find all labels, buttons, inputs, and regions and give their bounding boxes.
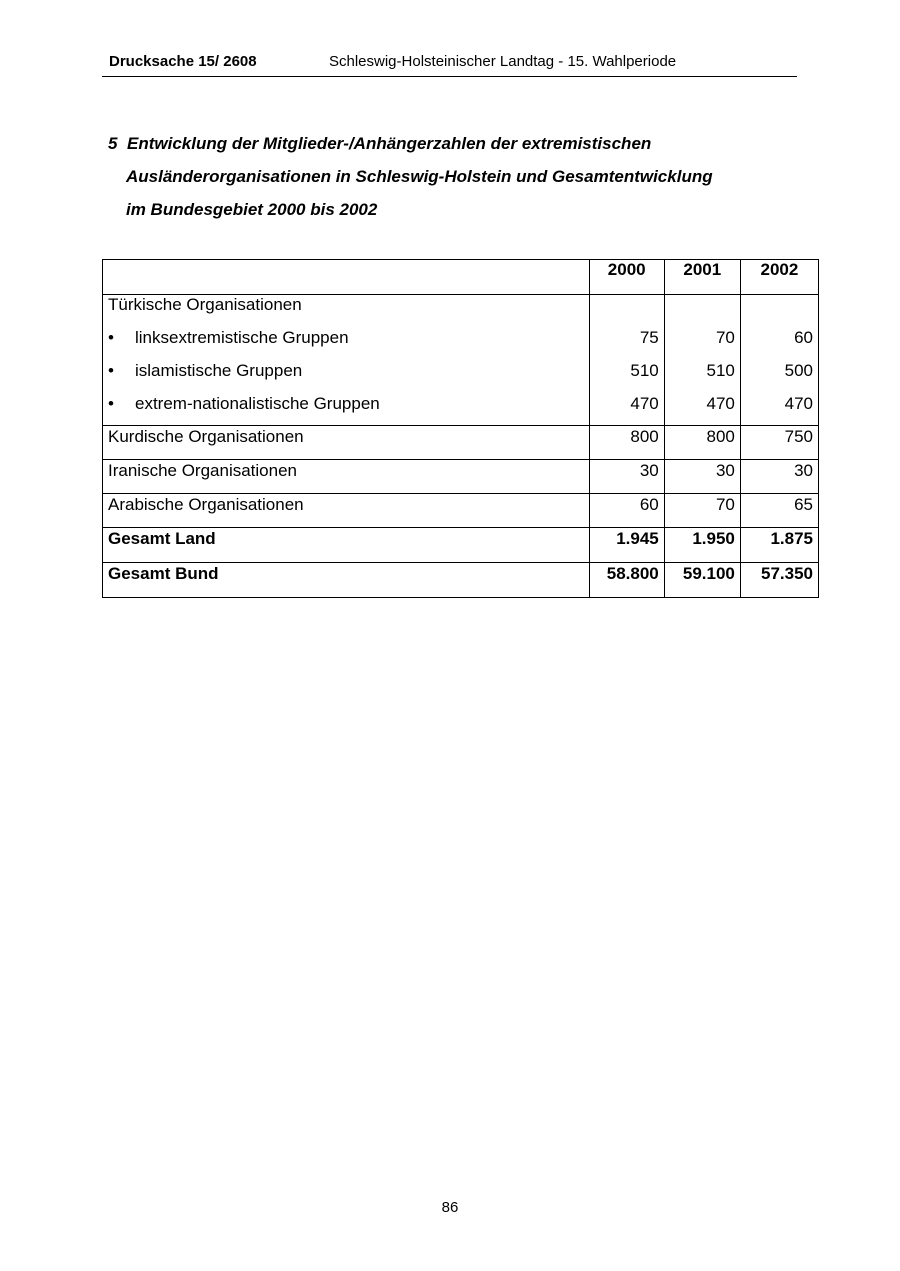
table-row [103,359,819,392]
header-empty-cell [103,260,590,295]
value-cell: 800 [589,426,664,460]
row-label: extrem-nationalistische Gruppen [135,394,380,413]
table-row [103,426,819,460]
value-cell: 500 [740,359,818,392]
value-cell: 70 [664,494,740,528]
title-line-1: Entwicklung der Mitglieder-/Anhängerzahlen der extremistischen [127,134,652,153]
value-cell: 70 [664,326,740,359]
value-cell: 1.950 [664,528,740,563]
value-cell: 510 [664,359,740,392]
value-cell: 470 [664,392,740,426]
value-cell: 75 [589,326,664,359]
bullet: • [108,394,114,413]
table-row [103,295,819,327]
value-cell: 57.350 [740,563,818,598]
row-label: Kurdische Organisationen [103,426,590,460]
page-header [102,52,797,77]
page-number: 86 [441,1199,459,1216]
year-header: 2002 [740,260,818,295]
value-cell: 60 [740,326,818,359]
value-cell: 30 [589,460,664,494]
value-cell: 60 [589,494,664,528]
title-line-3: im Bundesgebiet 2000 bis 2002 [126,200,378,219]
value-cell: 470 [740,392,818,426]
value-cell: 30 [740,460,818,494]
value-cell: 1.875 [740,528,818,563]
row-label: Iranische Organisationen [103,460,590,494]
row-label: Arabische Organisationen [103,494,590,528]
table-row-total-bund [103,563,819,598]
group-label-turkish: Türkische Organisationen [103,295,590,327]
value-cell: 30 [664,460,740,494]
table-row [103,392,819,426]
year-header: 2000 [589,260,664,295]
value-cell: 750 [740,426,818,460]
drucksache-number: Drucksache 15/ 2608 [109,53,257,70]
membership-table [102,259,819,598]
table-row [103,326,819,359]
landtag-name: Schleswig-Holsteinischer Landtag - 15. Wahlperiode [329,53,677,70]
year-header: 2001 [664,260,740,295]
value-cell: 510 [589,359,664,392]
value-cell: 800 [664,426,740,460]
value-cell: 1.945 [589,528,664,563]
value-cell: 59.100 [664,563,740,598]
row-label: islamistische Gruppen [135,361,303,380]
bullet: • [108,328,114,347]
table-row-total-land [103,528,819,563]
bullet: • [108,361,114,380]
row-label: Gesamt Bund [103,563,590,598]
table-header-row [103,260,819,295]
value-cell: 470 [589,392,664,426]
value-cell: 58.800 [589,563,664,598]
row-label: Gesamt Land [103,528,590,563]
row-label: linksextremistische Gruppen [135,328,349,347]
table-row [103,494,819,528]
value-cell: 65 [740,494,818,528]
section-number: 5 [108,134,118,153]
section-title [108,127,828,226]
title-line-2: Ausländerorganisationen in Schleswig-Holstein und Gesamtentwicklung [126,167,713,186]
table-row [103,460,819,494]
